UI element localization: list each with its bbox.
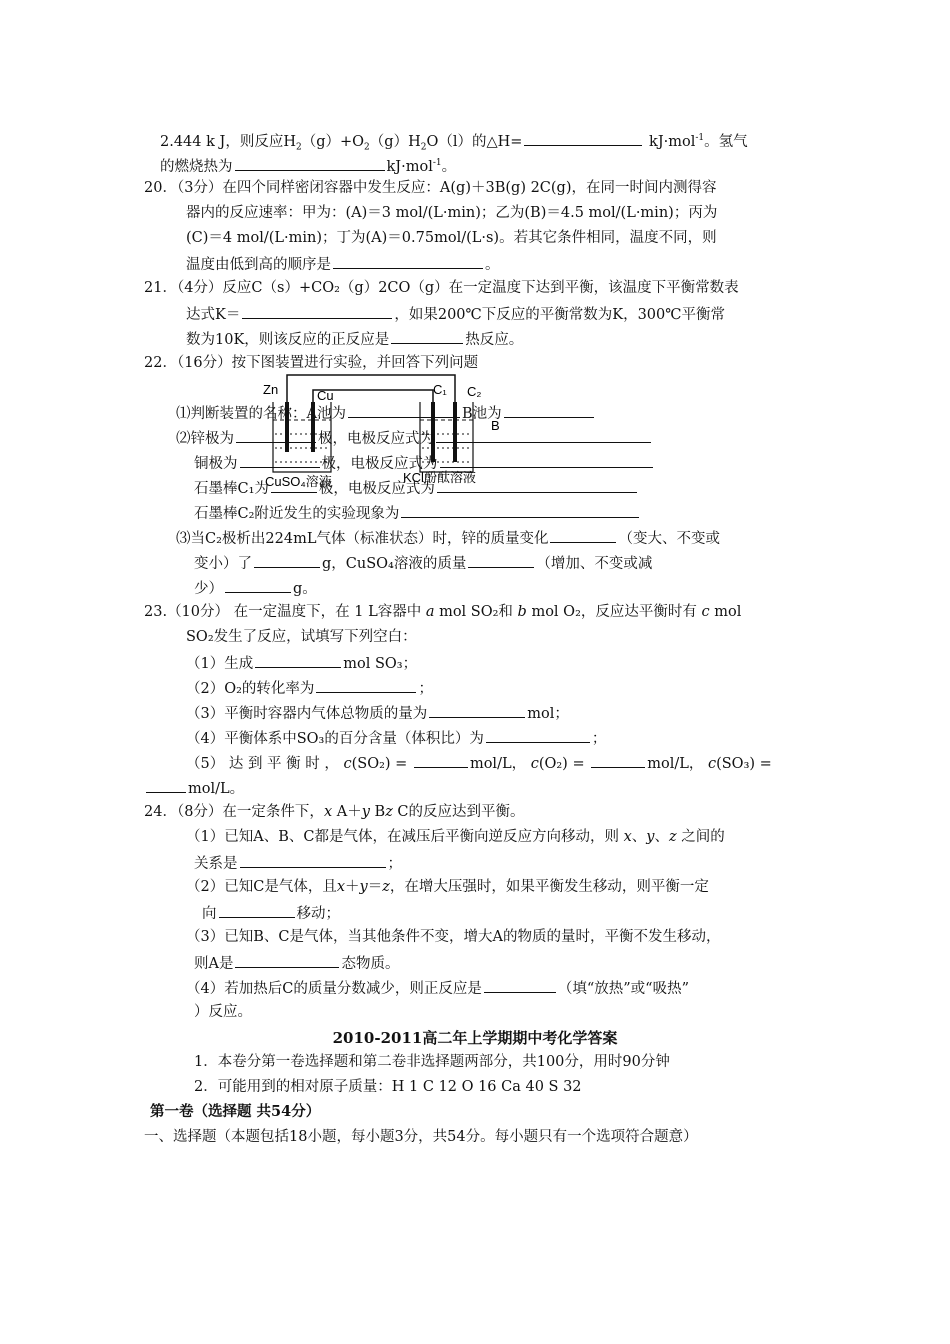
q24-text: ，在增大压强时，如果平衡发生移动，则平衡一定: [389, 879, 709, 895]
q23-line1: [144, 602, 741, 622]
q19-sub: 2: [420, 142, 427, 153]
q19-unit: kJ·mol: [649, 133, 696, 150]
q22-text: 石墨棒C₂附近发生的实验现象为: [194, 506, 400, 522]
q23-text: mol/L，: [469, 756, 527, 772]
q24-var: z: [385, 804, 393, 820]
q19-sup: -1: [695, 133, 705, 143]
answer-blank[interactable]: [333, 253, 483, 269]
q19-line2: [160, 153, 456, 177]
q21-text: 达式K＝: [186, 307, 241, 323]
q22-text: ⑵锌极为: [176, 431, 234, 447]
answer-note-1: 1．本卷分第一卷选择题和第二卷非选择题两部分，共100分，用时90分钟: [194, 1054, 670, 1070]
answer-blank[interactable]: [348, 402, 460, 418]
q23-sub5-cont: [144, 777, 244, 799]
q24-text: 向: [202, 906, 217, 922]
q24-text: C的反应达到平衡。: [392, 804, 525, 820]
question-number: 23.: [144, 604, 168, 620]
pool-b-label: B: [491, 418, 500, 433]
q19-text: 。: [441, 158, 457, 175]
q21-text: ，如果200℃下反应的平衡常数为K，300℃平衡常: [394, 307, 725, 323]
answer-blank[interactable]: [484, 977, 556, 993]
q22-text: ⑴判断装置的名称：A池为: [176, 406, 346, 422]
cuso4-solution-label: CuSO₄溶液: [265, 474, 332, 489]
q23-sub4: [186, 727, 606, 749]
q22-text: g。: [293, 581, 317, 597]
q23-var: c: [530, 756, 539, 772]
q23-text: mol/L。: [188, 781, 245, 797]
q24-text: （填“放热”或“吸热”: [557, 981, 689, 997]
answer-blank[interactable]: [236, 427, 316, 443]
answer-blank[interactable]: [550, 527, 616, 543]
cu-label: Cu: [317, 388, 334, 403]
q23-sub3: [186, 702, 569, 724]
q19-text: 2.444 k J，则反应H: [160, 133, 296, 150]
q20-text: 。: [485, 257, 500, 273]
q24-text: （1）已知A、B、C都是气体，在减压后平衡向逆反应方向移动，则: [186, 829, 624, 845]
q22-text: g，CuSO₄溶液的质量: [322, 556, 467, 572]
q24-text: 关系是: [194, 856, 238, 872]
q22-part1: [176, 402, 596, 424]
q22-line0: [144, 353, 478, 373]
q21-text: 热反应。: [465, 332, 524, 348]
q20-text: (C)＝4 mol/(L·min)；丁为(A)＝0.75mol/(L·s)。若其它条件相同，温度不同，则: [186, 230, 717, 246]
q19-text: （g）+O: [301, 133, 365, 150]
answer-blank[interactable]: [271, 477, 317, 493]
q24-var: z: [382, 879, 390, 895]
q19-sub: 2: [295, 142, 302, 153]
q20-line1: [144, 178, 717, 198]
answer-blank[interactable]: [242, 303, 392, 319]
q23-text: (SO₂) =: [351, 756, 408, 772]
q23-text: SO₂发生了反应，试填写下列空白：: [186, 629, 417, 645]
answer-blank[interactable]: [235, 155, 385, 171]
q24-text: （2）已知C是气体，且: [186, 879, 337, 895]
q23-var: b: [517, 604, 527, 620]
q23-text: mol SO₃；: [343, 656, 418, 672]
answer-blank[interactable]: [225, 577, 291, 593]
q23-text: (O₂) =: [538, 756, 585, 772]
q24-text: 移动；: [296, 906, 340, 922]
answer-blank[interactable]: [486, 727, 590, 743]
q22-part5: [194, 502, 641, 524]
q24-sub4: [186, 977, 689, 999]
q22-text: B池为: [461, 406, 502, 422]
q19-sup: -1: [432, 158, 442, 168]
q24-text: 之间的: [676, 829, 725, 845]
q24-text: （3）已知B、C是气体，当其他条件不变，增大A的物质的量时，平衡不发生移动，: [186, 929, 721, 945]
q23-text: mol: [709, 604, 742, 620]
answer-blank[interactable]: [436, 427, 651, 443]
q21-line2: [186, 303, 725, 325]
answer-blank[interactable]: [468, 552, 534, 568]
q24-sub3-cont: [194, 952, 399, 974]
q21-text: （4分）反应C（s）+CO₂（g）2CO（g）在一定温度下达到平衡，该温度下平衡常数表: [176, 280, 739, 296]
q24-var: x: [323, 804, 333, 820]
q23-text: mol O₂，反应达平衡时有: [526, 604, 702, 620]
q23-text: mol SO₂和: [434, 604, 518, 620]
q23-text: ；: [418, 681, 433, 697]
q22-text: 极，电极反应式为: [321, 456, 438, 472]
c2-label: C₂: [467, 384, 482, 399]
q24-sub2: [186, 877, 709, 897]
q22-text: 铜极为: [194, 456, 238, 472]
question-number: 21．: [144, 280, 177, 296]
kcl-solution-label: KCl酚酞溶液: [403, 470, 476, 485]
q24-sub2-cont: [202, 902, 340, 924]
q24-var: y: [646, 829, 655, 845]
q20-text: （3分）在四个同样密闭容器中发生反应：A(g)＋3B(g) 2C(g)，在同一时间内测得容: [176, 180, 717, 196]
q20-line4: [186, 253, 500, 275]
q22-part6: [176, 527, 720, 549]
part1-heading: 第一卷（选择题 共54分）: [150, 1103, 321, 1120]
q22-text: 石墨棒C₁为: [194, 481, 269, 497]
q24-line1: [144, 802, 525, 822]
answer-blank[interactable]: [524, 130, 642, 146]
q24-text: （4）若加热后C的质量分数减少，则正反应是: [186, 981, 482, 997]
answer-blank[interactable]: [414, 752, 468, 768]
q24-text: 、: [631, 829, 647, 845]
q23-text: ；: [591, 731, 607, 747]
q24-var: z: [668, 829, 677, 845]
q23-var: c: [701, 604, 710, 620]
q24-text: ；: [387, 856, 402, 872]
q24-text: ）反应。: [194, 1004, 252, 1020]
q19-text: 的燃烧热为: [160, 158, 233, 175]
q23-text: （10分） 在一定温度下，在 1 L容器中: [167, 604, 426, 620]
q24-text: A＋: [332, 804, 362, 820]
q22-text: 变小）了: [194, 556, 252, 572]
q24-text: 、: [654, 829, 669, 845]
answer-key-title: 2010-2011高二年上学期期中考化学答案: [332, 1029, 618, 1047]
q23-text: (SO₃) =: [716, 756, 772, 772]
answer-blank[interactable]: [504, 402, 594, 418]
q23-text: mol/L，: [647, 756, 704, 772]
q22-part3: [194, 452, 655, 474]
answer-blank[interactable]: [440, 452, 653, 468]
q24-var: y: [359, 879, 368, 895]
answer-blank[interactable]: [146, 777, 186, 793]
q23-sub1: [186, 652, 417, 674]
question-number: 20．: [144, 180, 177, 196]
answer-blank[interactable]: [240, 452, 320, 468]
answer-blank[interactable]: [591, 752, 645, 768]
q22-text: 极，电极反应式为: [318, 481, 435, 497]
c1-label: C₁: [433, 382, 447, 397]
answer-blank[interactable]: [316, 677, 416, 693]
answer-blank[interactable]: [437, 477, 637, 493]
q23-text: （1）生成: [186, 656, 254, 672]
q22-part2: [176, 427, 653, 449]
q22-text: 极，电极反应式为: [318, 431, 434, 447]
q23-text: （3）平衡时容器内气体总物质的量为: [186, 706, 428, 722]
q21-text: 数为10K，则该反应的正反应是: [186, 332, 390, 348]
q21-line1: [144, 278, 739, 298]
answer-blank[interactable]: [391, 328, 463, 344]
q24-text: ＋: [345, 879, 360, 895]
q19-unit: kJ·mol: [386, 158, 433, 175]
zn-label: Zn: [263, 382, 279, 397]
q23-var: c: [343, 756, 352, 772]
q19-text: （g）H: [369, 133, 421, 150]
answer-note-2: 2．可能用到的相对原子质量：H 1 C 12 O 16 Ca 40 S 32: [194, 1079, 582, 1095]
q22-part4: [194, 477, 639, 499]
q19-sub: 2: [364, 142, 370, 153]
q24-text: 态物质。: [341, 956, 400, 972]
question-number: 24．: [144, 804, 177, 820]
q23-sub2: [186, 677, 433, 699]
answer-blank[interactable]: [401, 502, 639, 518]
question-number: 22．: [144, 355, 177, 371]
answer-blank[interactable]: [254, 552, 320, 568]
q23-text: （2）O₂的转化率为: [186, 681, 315, 697]
q21-line3: [186, 328, 523, 350]
q22-text: ⑶当C₂极析出224mL气体（标准状态）时，锌的质量变化: [176, 531, 549, 547]
q22-text: 少）: [194, 581, 223, 597]
answer-blank[interactable]: [240, 852, 386, 868]
section1-heading: 一、选择题（本题包括18小题，每小题3分，共54分。每小题只有一个选项符合题意）: [144, 1129, 698, 1145]
q22-text: （变大、不变或: [618, 531, 720, 547]
q22-part7: [194, 552, 652, 574]
q24-text: 则A是: [194, 956, 234, 972]
q19-text: 。氢气: [704, 133, 748, 150]
q24-var: x: [336, 879, 346, 895]
q20-text: 温度由低到高的顺序是: [186, 257, 331, 273]
q23-var: c: [707, 756, 717, 772]
q24-sub1: [186, 827, 725, 847]
q23-text: （4）平衡体系中SO₃的百分含量（体积比）为: [186, 731, 484, 747]
q23-text: mol；: [527, 706, 569, 722]
q19-text: O（l）的△H=: [426, 133, 523, 150]
q22-text: （增加、不变或减: [536, 556, 653, 572]
q24-text: （8分）在一定条件下，: [176, 804, 324, 820]
q23-text: （5） 达 到 平 衡 时 ，: [186, 756, 339, 772]
answer-blank[interactable]: [429, 702, 525, 718]
q22-part8: [194, 577, 317, 599]
q24-var: x: [623, 829, 632, 845]
q23-var: a: [425, 604, 435, 620]
q20-text: 器内的反应速率：甲为：(A)＝3 mol/(L·min)；乙为(B)＝4.5 mol/(L·min)；丙为: [186, 205, 718, 221]
answer-blank[interactable]: [255, 652, 341, 668]
q24-var: y: [361, 804, 370, 820]
q24-sub1-cont: [194, 852, 402, 874]
q24-text: B: [369, 804, 386, 820]
q24-text: ＝: [367, 879, 383, 895]
q23-sub5: [186, 752, 772, 774]
answer-blank[interactable]: [235, 952, 339, 968]
answer-blank[interactable]: [219, 902, 295, 918]
q22-text: （16分）按下图装置进行实验，并回答下列问题: [176, 355, 479, 371]
